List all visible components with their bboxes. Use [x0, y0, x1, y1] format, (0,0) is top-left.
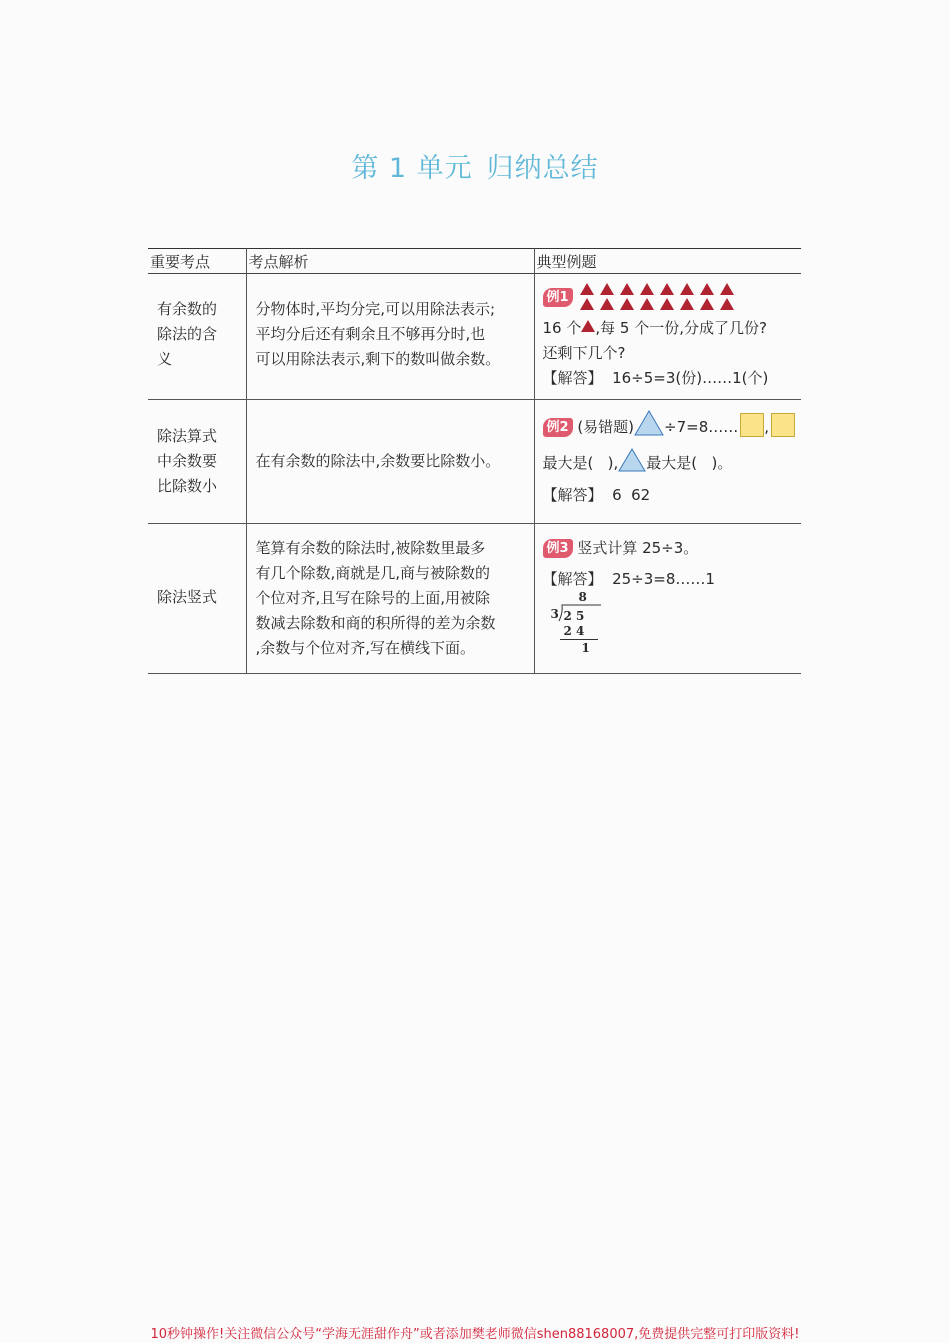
- analysis-line: 数减去除数和商的积所得的差为余数: [255, 614, 496, 632]
- triangle-icon: [618, 448, 646, 472]
- key-point-line: 义: [157, 350, 173, 368]
- triangle-icon: [660, 298, 674, 310]
- triangle-icon: [640, 283, 654, 295]
- question-text: ,每 5 个一份,分成了几份?: [595, 319, 767, 337]
- divisor: 3: [550, 607, 559, 621]
- key-point-line: 有余数的: [157, 300, 218, 318]
- square-icon: [740, 413, 764, 437]
- table-row: [148, 400, 801, 524]
- max-text: 最大是(: [542, 454, 594, 472]
- max-text: 最大是(: [646, 454, 698, 472]
- header-example: 典型例题: [534, 249, 801, 274]
- example-prefix: (易错题): [577, 418, 635, 436]
- remainder: 1: [581, 641, 590, 655]
- key-point-line: 比除数小: [157, 477, 218, 495]
- analysis-cell: [246, 524, 534, 674]
- triangle-icon: [600, 283, 614, 295]
- triangle-icon: [620, 298, 634, 310]
- question-text: 还剩下几个?: [542, 344, 626, 362]
- equation-comma: ,: [764, 418, 770, 436]
- dividend: 2 5: [563, 609, 585, 623]
- triangle-icon: [700, 283, 714, 295]
- example-badge: 例1: [543, 288, 573, 307]
- key-point-line: 除法竖式: [157, 588, 218, 606]
- equation-text: ÷7=8…: [664, 418, 724, 436]
- key-point-cell: [148, 524, 246, 674]
- example-cell: [534, 274, 801, 400]
- triangle-group: [577, 282, 745, 312]
- answer-label: 【解答】: [542, 570, 603, 588]
- triangle-icon: [600, 298, 614, 310]
- question-text: 竖式计算 25÷3。: [577, 539, 699, 557]
- triangle-icon: [581, 320, 595, 332]
- division-line: [560, 639, 598, 640]
- square-icon: [771, 413, 795, 437]
- analysis-line: 笔算有余数的除法时,被除数里最多: [255, 539, 486, 557]
- long-division: [550, 590, 611, 658]
- analysis-cell: [246, 274, 534, 400]
- analysis-line: 在有余数的除法中,余数要比除数小。: [255, 452, 501, 470]
- key-point-cell: [148, 400, 246, 524]
- example-badge: 例3: [543, 539, 573, 558]
- triangle-icon: [700, 298, 714, 310]
- table-header-row: [148, 249, 801, 274]
- analysis-line: 有几个除数,商就是几,商与被除数的: [255, 564, 491, 582]
- triangle-icon: [660, 283, 674, 295]
- triangle-icon: [680, 298, 694, 310]
- analysis-line: ,余数与个位对齐,写在横线下面。: [255, 639, 476, 657]
- analysis-line: 个位对齐,且写在除号的上面,用被除: [255, 589, 491, 607]
- answer-label: 【解答】: [542, 486, 603, 504]
- summary-table: [148, 248, 801, 674]
- analysis-cell: [246, 400, 534, 524]
- page-title: [0, 146, 950, 185]
- equation-ellipsis: …: [723, 418, 739, 436]
- example-badge: 例2: [543, 418, 573, 437]
- analysis-line: 平均分后还有剩余且不够再分时,也: [255, 325, 486, 343]
- triangle-icon: [720, 298, 734, 310]
- triangle-icon: [580, 298, 594, 310]
- quotient: 8: [578, 590, 587, 604]
- triangle-icon: [620, 283, 634, 295]
- question-text: 16 个: [542, 319, 582, 337]
- example-cell: [534, 400, 801, 524]
- header-key-point: 重要考点: [148, 249, 246, 274]
- analysis-line: 可以用除法表示,剩下的数叫做余数。: [255, 350, 501, 368]
- answer-text: 25÷3=8……1: [612, 570, 715, 588]
- key-point-line: 除法的含: [157, 325, 218, 343]
- example-cell: [534, 524, 801, 674]
- triangle-icon: [634, 410, 664, 436]
- analysis-line: 分物体时,平均分完,可以用除法表示;: [255, 300, 496, 318]
- header-analysis: 考点解析: [246, 249, 534, 274]
- key-point-cell: [148, 274, 246, 400]
- triangle-icon: [640, 298, 654, 310]
- answer-label: 【解答】: [542, 369, 603, 387]
- footer-note: 10秒钟操作!关注微信公众号“学海无涯甜作舟”或者添加樊老师微信shen88168007,免费提供完整可打印版资料!: [150, 1327, 800, 1342]
- unit-label: 第 1 单元: [351, 153, 473, 184]
- answer-text: 6 62: [612, 486, 651, 504]
- triangle-icon: [680, 283, 694, 295]
- table-row: [148, 274, 801, 400]
- table-row: [148, 524, 801, 674]
- key-point-line: 中余数要: [157, 452, 218, 470]
- triangle-icon: [580, 283, 594, 295]
- answer-text: 16÷5=3(份)……1(个): [612, 369, 769, 387]
- max-text: )。: [711, 454, 733, 472]
- triangle-icon: [720, 283, 734, 295]
- key-point-line: 除法算式: [157, 427, 218, 445]
- max-text: ),: [607, 454, 619, 472]
- product: 2 4: [563, 624, 585, 638]
- title-name: 归纳总结: [486, 153, 599, 184]
